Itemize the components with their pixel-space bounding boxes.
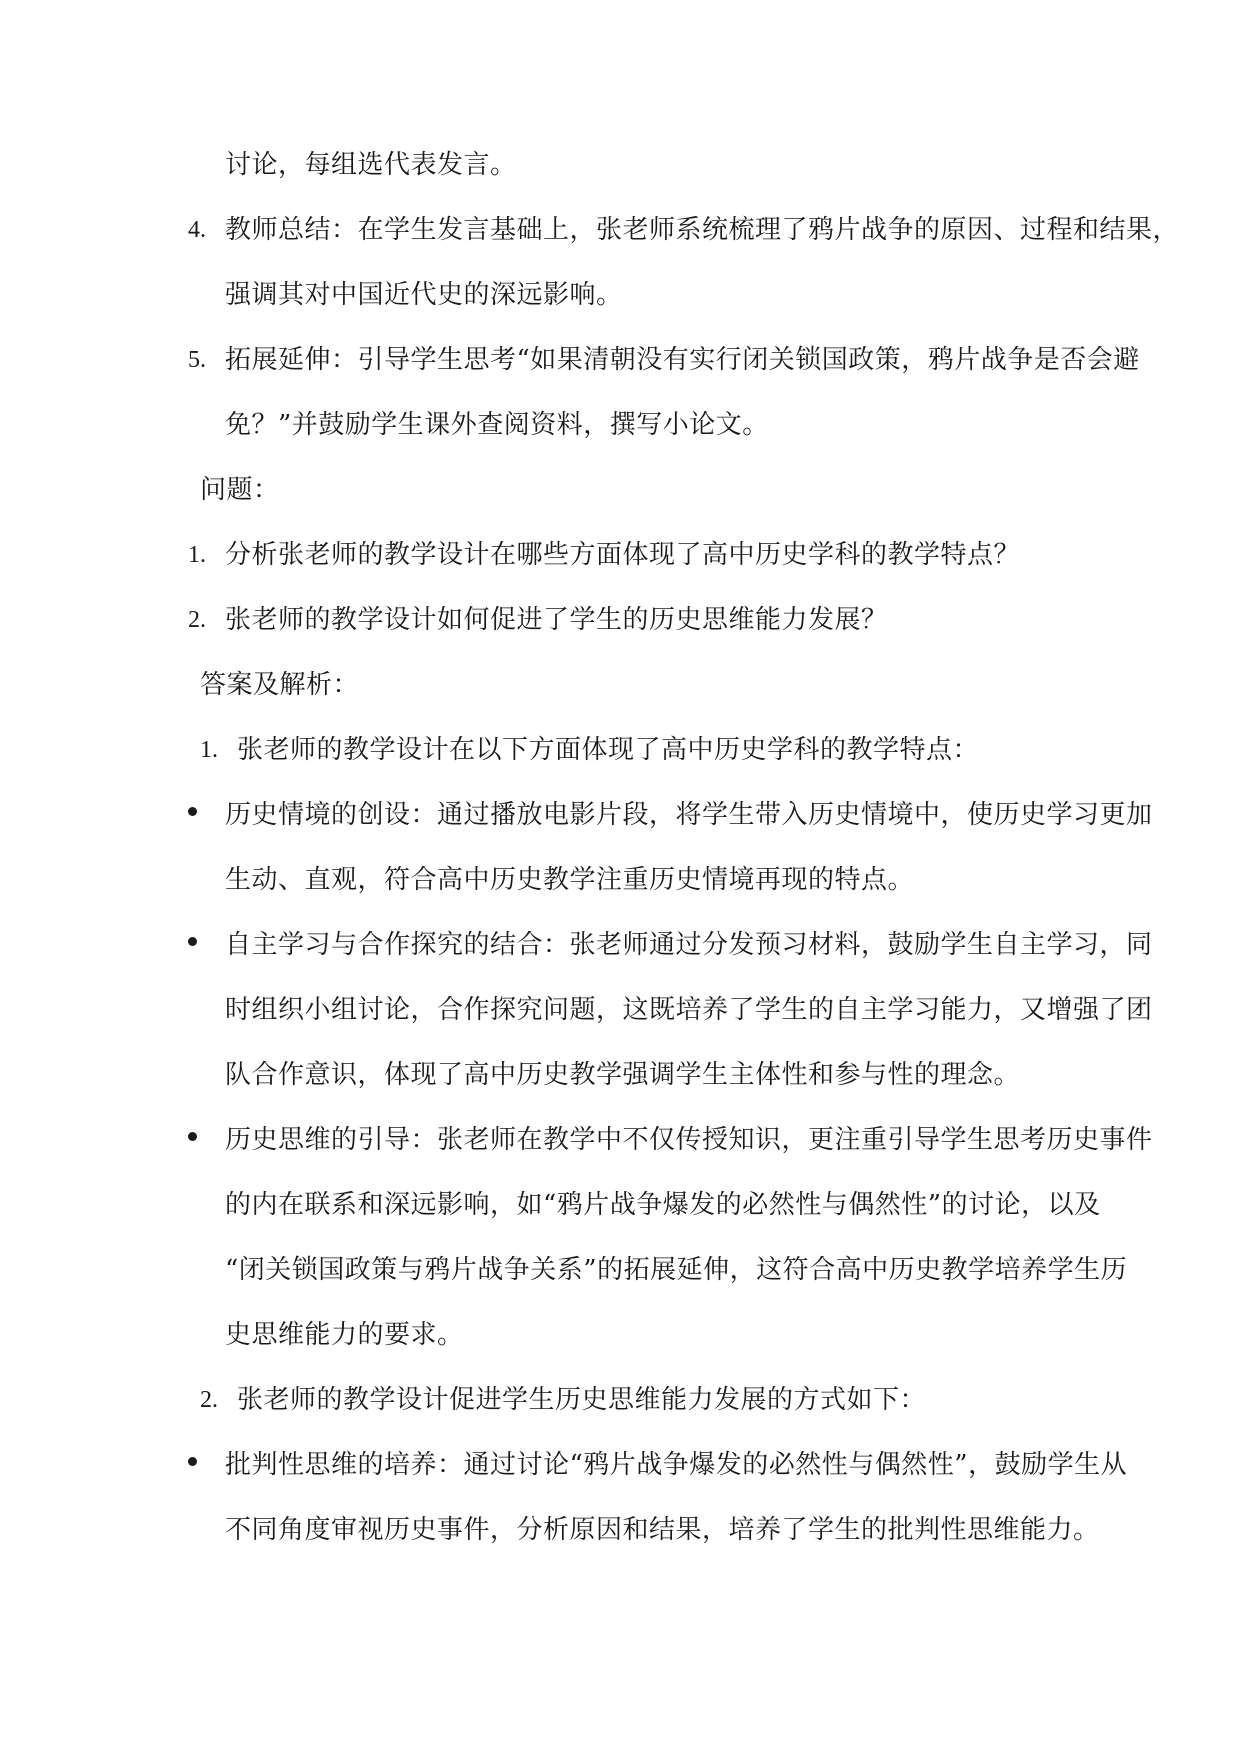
question-number: 2. — [188, 607, 206, 633]
bullet-point — [188, 937, 197, 946]
question-number: 1. — [188, 542, 206, 568]
bullet-text-line: 队合作意识，体现了高中历史教学强调学生主体性和参与性的理念。 — [225, 1060, 1021, 1090]
questions-heading: 问题： — [200, 475, 280, 505]
answer-number: 1. — [200, 737, 218, 763]
answer-number: 2. — [200, 1387, 218, 1413]
question-text: 张老师的教学设计如何促进了学生的历史思维能力发展？ — [225, 605, 888, 635]
bullet-text-line: 批判性思维的培养：通过讨论“鸦片战争爆发的必然性与偶然性”，鼓励学生从 — [225, 1450, 1128, 1480]
answer-heading: 答案及解析： — [200, 670, 360, 700]
bullet-text-line: 的内在联系和深远影响，如“鸦片战争爆发的必然性与偶然性”的讨论，以及 — [225, 1190, 1101, 1220]
bullet-text-line: 历史思维的引导：张老师在教学中不仅传授知识，更注重引导学生思考历史事件 — [225, 1125, 1153, 1155]
answer-title: 张老师的教学设计在以下方面体现了高中历史学科的教学特点： — [237, 735, 980, 765]
bullet-point — [188, 1457, 197, 1466]
bullet-text-line: 生动、直观，符合高中历史教学注重历史情境再现的特点。 — [225, 865, 915, 895]
continuation-line: 讨论，每组选代表发言。 — [225, 150, 517, 180]
step-number: 4. — [188, 217, 206, 243]
step-text-line: 拓展延伸：引导学生思考“如果清朝没有实行闭关锁国政策，鸦片战争是否会避 — [225, 345, 1140, 375]
answer-title: 张老师的教学设计促进学生历史思维能力发展的方式如下： — [237, 1385, 927, 1415]
step-text-line: 免？”并鼓励学生课外查阅资料，撰写小论文。 — [225, 410, 769, 440]
bullet-text-line: 历史情境的创设：通过播放电影片段，将学生带入历史情境中，使历史学习更加 — [225, 800, 1153, 830]
step-text-line: 教师总结：在学生发言基础上，张老师系统梳理了鸦片战争的原因、过程和结果， — [225, 215, 1180, 245]
bullet-text-line: 史思维能力的要求。 — [225, 1320, 464, 1350]
bullet-point — [188, 807, 197, 816]
bullet-point — [188, 1132, 197, 1141]
bullet-text-line: 时组织小组讨论，合作探究问题，这既培养了学生的自主学习能力，又增强了团 — [225, 995, 1153, 1025]
bullet-text-line: “闭关锁国政策与鸦片战争关系”的拓展延伸，这符合高中历史教学培养学生历 — [225, 1255, 1128, 1285]
step-text-line: 强调其对中国近代史的深远影响。 — [225, 280, 623, 310]
bullet-text-line: 自主学习与合作探究的结合：张老师通过分发预习材料，鼓励学生自主学习，同 — [225, 930, 1153, 960]
bullet-text-line: 不同角度审视历史事件，分析原因和结果，培养了学生的批判性思维能力。 — [225, 1515, 1100, 1545]
step-number: 5. — [188, 347, 206, 373]
question-text: 分析张老师的教学设计在哪些方面体现了高中历史学科的教学特点？ — [225, 540, 1021, 570]
